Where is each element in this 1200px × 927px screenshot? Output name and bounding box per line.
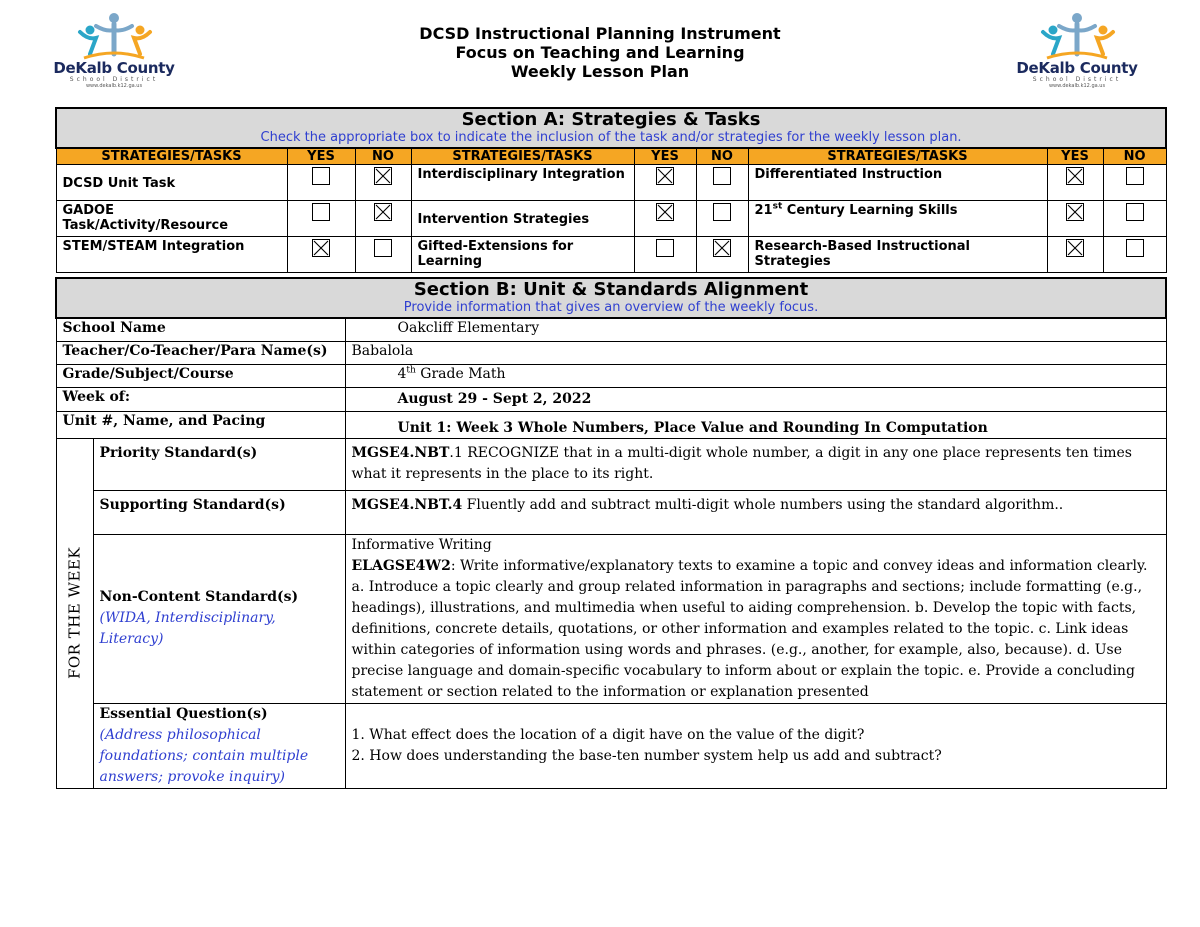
dekalb-figures-icon [44,10,184,62]
x-mark-icon [375,168,391,184]
col-header-strategies: STRATEGIES/TASKS [411,148,634,165]
priority-standard-value[interactable] [345,438,1166,490]
header-line-2: Focus on Teaching and Learning [455,43,745,62]
essential-question-item: 1. What effect does the location of a digit have on the value of the digit? [351,726,865,743]
unit-value[interactable]: Unit 1: Week 3 Whole Numbers, Place Value and Rounding In Computation [345,411,1166,438]
x-mark-icon [714,240,730,256]
x-mark-icon [1067,204,1083,220]
supporting-standard-label: Supporting Standard(s) [93,490,345,534]
section-b-title: Section B: Unit & Standards Alignment [413,279,809,300]
priority-code: MGSE4.NBT [351,444,450,461]
essential-question-item: 2. How does understanding the base-ten number system help us add and subtract? [351,747,942,764]
non-content-standard-label [93,534,345,703]
for-the-week-label: FOR THE WEEK [56,438,93,788]
strategy-label: Intervention Strategies [411,201,634,237]
col-header-no: NO [696,148,748,165]
essential-question-hint: (Address philosophical foundations; contain multiple answers; provoke inquiry) [99,726,309,785]
no-checkbox[interactable] [374,239,392,257]
x-mark-icon [657,168,673,184]
non-content-body [352,556,1160,703]
x-mark-icon [375,204,391,220]
strategy-label: Differentiated Instruction [748,165,1047,201]
essential-question-label-text: Essential Question(s) [99,705,268,722]
no-checkbox[interactable] [713,203,731,221]
strategy-label [748,201,1047,237]
priority-standard-label: Priority Standard(s) [93,438,345,490]
non-content-text: : Write informative/explanatory texts to examine a topic and convey ideas and information clearly. a. Introduce a topic clearly and group related information in paragraphs and sections; include formatting (e.g., headings), illustrations, and multimedia when useful to aiding comprehension. b. Develop the topic with facts, definitions, concrete details, quotations, or other information and examples related to the topic. c. Link ideas within categories of information using words and phrases. (e.g., another, for example, also, because). d. Use precise language and domain-specific vocabulary to inform about or explain the topic. e. Provide a concluding statement or section related to the information or explanation presented [351,557,1148,700]
section-b-subtitle: Provide information that gives an overview of the weekly focus. [403,300,819,315]
x-mark-icon [657,204,673,220]
col-header-strategies: STRATEGIES/TASKS [56,148,287,165]
strategy-label: GADOE Task/Activity/Resource [56,201,287,237]
no-checkbox[interactable] [713,239,731,257]
section-a-heading [56,108,1166,148]
supporting-text: Fluently add and subtract multi-digit whole numbers using the standard algorithm.. [462,496,1064,513]
no-checkbox[interactable] [374,203,392,221]
x-mark-icon [1067,240,1083,256]
grade-rest: Grade Math [415,365,506,382]
teacher-name-label: Teacher/Co-Teacher/Para Name(s) [56,341,345,364]
logo-url: www.dekalb.k12.ga.us [85,83,143,89]
logo-subtitle: School District [69,76,159,83]
yes-checkbox[interactable] [1066,167,1084,185]
col-header-no: NO [355,148,411,165]
grade-subject-value[interactable] [345,364,1166,387]
strategy-label: Research-Based Instructional Strategies [748,237,1047,273]
header-line-3: Weekly Lesson Plan [510,62,690,81]
grade-number: 4 [397,365,407,382]
section-a-table [55,107,1167,273]
non-content-code: ELAGSE4W2 [351,557,451,574]
section-a-subtitle: Check the appropriate box to indicate the inclusion of the task and/or strategies for the weekly lesson plan. [260,130,962,145]
unit-label: Unit #, Name, and Pacing [56,411,345,438]
no-checkbox[interactable] [713,167,731,185]
yes-checkbox[interactable] [312,167,330,185]
week-of-label: Week of: [56,387,345,411]
essential-questions-list[interactable] [345,703,1166,788]
label-suffix: Century Learning Skills [782,203,958,218]
col-header-no: NO [1103,148,1166,165]
week-of-value[interactable]: August 29 - Sept 2, 2022 [345,387,1166,411]
label-prefix: 21 [754,203,773,218]
x-mark-icon [1067,168,1083,184]
essential-question-label [93,703,345,788]
section-b-table [55,277,1167,789]
logo-url: www.dekalb.k12.ga.us [1048,83,1106,89]
strategy-label: DCSD Unit Task [56,165,287,201]
no-checkbox[interactable] [374,167,392,185]
supporting-standard-value[interactable] [345,490,1166,534]
yes-checkbox[interactable] [1066,239,1084,257]
col-header-yes: YES [634,148,696,165]
school-name-label: School Name [56,318,345,341]
non-content-intro: Informative Writing [351,536,492,553]
col-header-yes: YES [287,148,355,165]
yes-checkbox[interactable] [1066,203,1084,221]
school-name-value[interactable]: Oakcliff Elementary [345,318,1166,341]
teacher-name-value[interactable]: Babalola [345,341,1166,364]
section-b-heading [56,278,1166,318]
no-checkbox[interactable] [1126,167,1144,185]
priority-text: .1 RECOGNIZE that in a multi-digit whole number, a digit in any one place represents ten times what it represents in the place to its right. [351,444,1132,482]
dekalb-figures-icon [1007,10,1147,62]
logo-name: DeKalb County [1016,59,1138,77]
yes-checkbox[interactable] [656,239,674,257]
no-checkbox[interactable] [1126,203,1144,221]
label-superscript: st [772,201,783,212]
grade-subject-label: Grade/Subject/Course [56,364,345,387]
col-header-strategies: STRATEGIES/TASKS [748,148,1047,165]
logo-name: DeKalb County [53,59,175,77]
dekalb-logo-right [1007,10,1147,92]
yes-checkbox[interactable] [656,203,674,221]
yes-checkbox[interactable] [312,239,330,257]
strategy-label: Gifted-Extensions for Learning [411,237,634,273]
x-mark-icon [313,240,329,256]
strategy-label: STEM/STEAM Integration [56,237,287,273]
non-content-hint: (WIDA, Interdisciplinary, Literacy) [99,610,276,647]
grade-superscript: th [406,364,416,375]
document-header [330,24,870,81]
no-checkbox[interactable] [1126,239,1144,257]
non-content-standard-value[interactable] [345,534,1166,703]
section-a-title: Section A: Strategies & Tasks [461,109,761,130]
logo-subtitle: School District [1032,76,1122,83]
header-line-1: DCSD Instructional Planning Instrument [419,24,781,43]
non-content-label-text: Non-Content Standard(s) [99,589,299,605]
dekalb-logo-left [44,10,184,92]
supporting-code: MGSE4.NBT.4 [351,496,463,513]
strategy-label: Interdisciplinary Integration [411,165,634,201]
yes-checkbox[interactable] [656,167,674,185]
col-header-yes: YES [1047,148,1103,165]
yes-checkbox[interactable] [312,203,330,221]
